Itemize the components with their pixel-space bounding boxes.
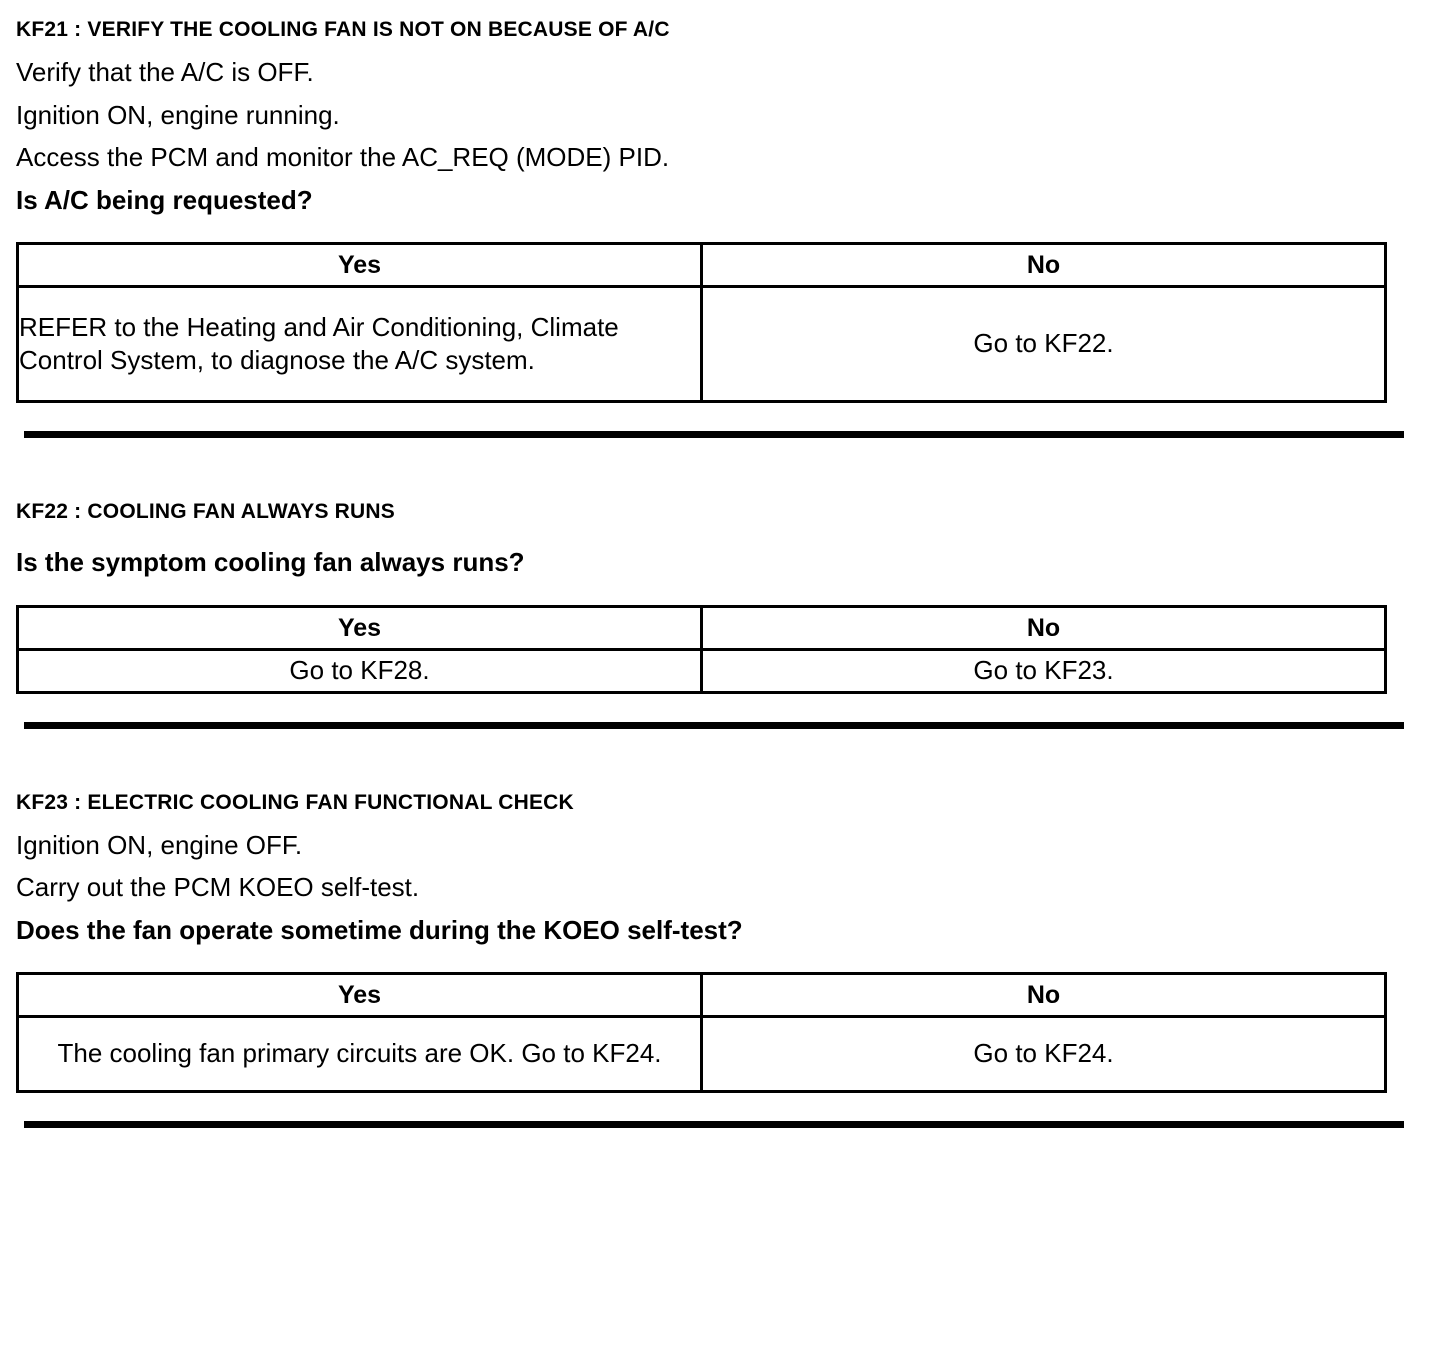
step-kf23-yes-answer: The cooling fan primary circuits are OK. Go to KF24. [18,1017,702,1092]
step-kf22 [14,500,1430,694]
step-kf21-yes-answer: REFER to the Heating and Air Conditioning, Climate Control System, to diagnose the A/C system. [18,287,702,402]
step-kf22-yes-answer: Go to KF28. [18,649,702,692]
step-kf21-answer-table [16,242,1387,403]
spacer-kf22 [14,538,1430,546]
step-kf21 [14,18,1430,403]
step-kf23-line-1: Ignition ON, engine OFF. [16,829,303,860]
section-divider-1 [24,431,1404,438]
step-kf23-question: Does the fan operate sometime during the KOEO self-test? [16,914,743,945]
step-kf22-no-answer: Go to KF23. [702,649,1386,692]
table-header-row [18,244,1386,287]
step-kf23-yes-header: Yes [18,974,702,1017]
step-kf23-no-header: No [702,974,1386,1017]
step-kf23-no-answer: Go to KF24. [702,1017,1386,1092]
step-kf21-question: Is A/C being requested? [16,184,313,215]
step-kf23-answer-table [16,972,1387,1093]
step-kf22-yes-header: Yes [18,606,702,649]
table-row [18,287,1386,402]
step-kf22-no-header: No [702,606,1386,649]
section-divider-2 [24,722,1404,729]
step-kf22-answer-table [16,605,1387,694]
step-kf23-title: KF23 : ELECTRIC COOLING FAN FUNCTIONAL CHECK [16,790,574,814]
step-kf22-question: Is the symptom cooling fan always runs? [16,547,525,577]
step-kf21-no-answer: Go to KF22. [702,287,1386,402]
step-kf23-line-2: Carry out the PCM KOEO self-test. [16,872,420,902]
step-kf21-title: KF21 : VERIFY THE COOLING FAN IS NOT ON BECAUSE OF A/C [16,18,670,41]
table-header-row [18,606,1386,649]
table-row [18,1017,1386,1092]
step-kf21-yes-header: Yes [18,244,702,287]
step-kf21-line-1: Verify that the A/C is OFF. [16,57,314,87]
table-header-row [18,974,1386,1017]
section-divider-3 [24,1121,1404,1128]
step-kf23 [14,791,1430,1094]
spacer-1 [14,438,1430,500]
step-kf21-line-3: Access the PCM and monitor the AC_REQ (MODE) PID. [16,142,670,172]
step-kf21-no-header: No [702,244,1386,287]
spacer-2 [14,729,1430,791]
step-kf21-line-2: Ignition ON, engine running. [16,99,340,130]
table-row [18,649,1386,692]
step-kf22-title: KF22 : COOLING FAN ALWAYS RUNS [16,500,395,523]
